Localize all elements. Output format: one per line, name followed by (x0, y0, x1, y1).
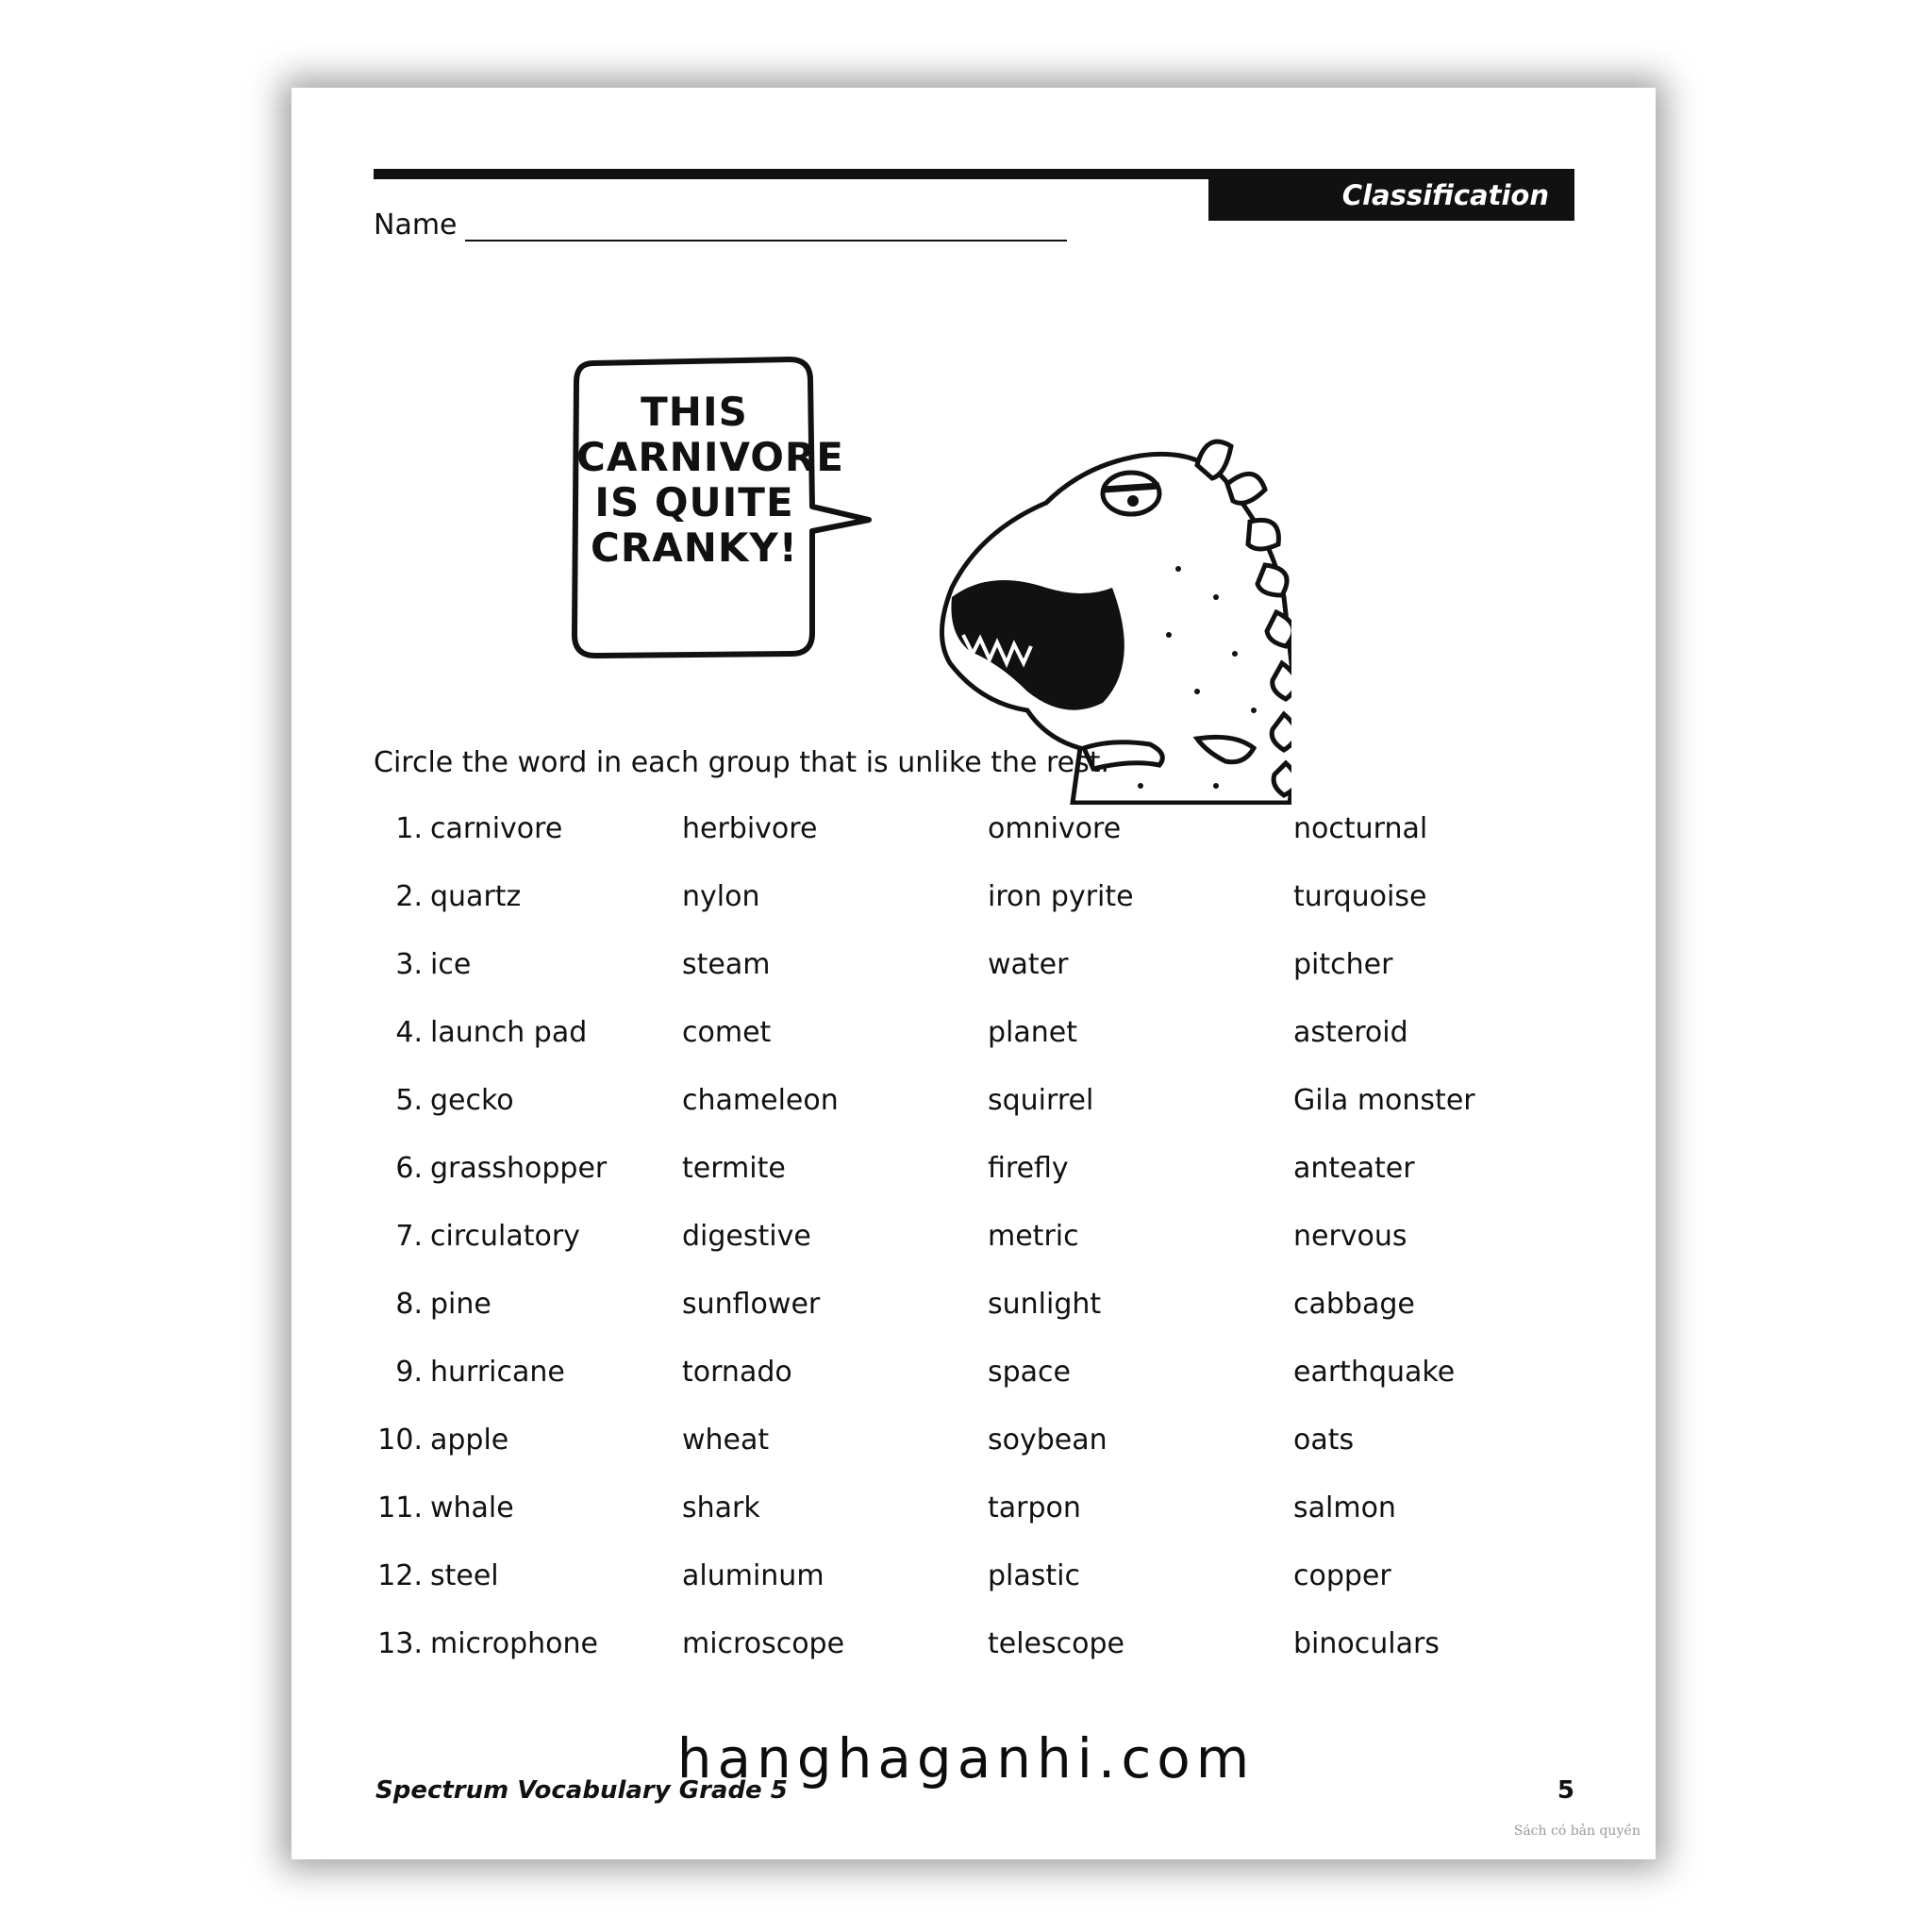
word-option[interactable]: pitcher (1293, 948, 1393, 981)
item-number: 5. (395, 1084, 423, 1117)
speech-bubble-text (576, 389, 844, 571)
word-option[interactable]: steel (430, 1559, 499, 1592)
word-option[interactable]: steam (682, 948, 771, 981)
word-option[interactable]: whale (430, 1491, 514, 1524)
word-option[interactable]: metric (988, 1220, 1079, 1253)
item-number: 10. (377, 1424, 423, 1457)
word-option[interactable]: ice (430, 948, 472, 981)
word-option[interactable]: sunflower (682, 1288, 821, 1321)
word-option[interactable]: space (988, 1356, 1072, 1389)
word-option[interactable]: Gila monster (1293, 1084, 1475, 1117)
bubble-line: CARNIVORE (576, 434, 844, 480)
bubble-line: CRANKY! (591, 525, 798, 571)
item-number: 2. (395, 880, 423, 913)
word-option[interactable]: omnivore (988, 812, 1122, 845)
worksheet-page (291, 88, 1656, 1859)
item-number: 3. (395, 948, 423, 981)
word-option[interactable]: hurricane (430, 1356, 565, 1389)
item-number: 7. (395, 1220, 423, 1253)
word-option[interactable]: binoculars (1293, 1627, 1440, 1660)
word-option[interactable]: earthquake (1293, 1356, 1456, 1389)
word-option[interactable]: nervous (1293, 1220, 1407, 1253)
word-option[interactable]: aluminum (682, 1559, 824, 1592)
word-option[interactable]: comet (682, 1016, 772, 1049)
word-option[interactable]: iron pyrite (988, 880, 1134, 913)
word-option[interactable]: salmon (1293, 1491, 1396, 1524)
word-option[interactable]: carnivore (430, 812, 563, 845)
name-label: Name (374, 208, 458, 242)
name-field (374, 208, 1067, 242)
word-option[interactable]: launch pad (430, 1016, 588, 1049)
item-number: 11. (377, 1491, 423, 1524)
item-number: 9. (395, 1356, 423, 1389)
page-number: 5 (1557, 1776, 1574, 1805)
word-option[interactable]: nocturnal (1293, 812, 1428, 845)
instructions: Circle the word in each group that is unlike the rest. (374, 746, 1110, 779)
word-option[interactable]: wheat (682, 1424, 770, 1457)
word-option[interactable]: soybean (988, 1424, 1108, 1457)
word-option[interactable]: telescope (988, 1627, 1124, 1660)
word-option[interactable]: digestive (682, 1220, 811, 1253)
word-option[interactable]: shark (682, 1491, 760, 1524)
name-blank-line (465, 211, 1067, 242)
word-option[interactable]: cabbage (1293, 1288, 1415, 1321)
word-option[interactable]: turquoise (1293, 880, 1427, 913)
word-option[interactable]: anteater (1293, 1152, 1415, 1185)
word-option[interactable]: asteroid (1293, 1016, 1408, 1049)
word-option[interactable]: nylon (682, 880, 760, 913)
word-option[interactable]: planet (988, 1016, 1077, 1049)
word-option[interactable]: oats (1293, 1424, 1355, 1457)
word-option[interactable]: termite (682, 1152, 786, 1185)
word-option[interactable]: microphone (430, 1627, 598, 1660)
word-option[interactable]: water (988, 948, 1069, 981)
word-option[interactable]: chameleon (682, 1084, 839, 1117)
word-option[interactable]: gecko (430, 1084, 514, 1117)
section-tab (1208, 169, 1574, 221)
word-option[interactable]: microscope (682, 1627, 845, 1660)
word-option[interactable]: tornado (682, 1356, 792, 1389)
bubble-line: THIS (641, 389, 748, 435)
cartoon-illustration (556, 352, 1291, 805)
word-option[interactable]: tarpon (988, 1491, 1081, 1524)
word-option[interactable]: grasshopper (430, 1152, 608, 1185)
item-number: 12. (377, 1559, 423, 1592)
bubble-line: IS QUITE (594, 479, 794, 525)
word-option[interactable]: quartz (430, 880, 522, 913)
header-rule (374, 169, 1209, 179)
item-number: 13. (377, 1627, 423, 1660)
item-number: 1. (395, 812, 423, 845)
word-option[interactable]: apple (430, 1424, 509, 1457)
word-option[interactable]: squirrel (988, 1084, 1094, 1117)
word-option[interactable]: herbivore (682, 812, 818, 845)
word-option[interactable]: plastic (988, 1559, 1080, 1592)
word-option[interactable]: copper (1293, 1559, 1391, 1592)
item-number: 8. (395, 1288, 423, 1321)
item-number: 6. (395, 1152, 423, 1185)
watermark-text: hanghaganhi.com (676, 1726, 1256, 1790)
word-option[interactable]: circulatory (430, 1220, 580, 1253)
word-option[interactable]: pine (430, 1288, 491, 1321)
copyright-note: Sách có bản quyền (1513, 1824, 1641, 1839)
word-option[interactable]: sunlight (988, 1288, 1102, 1321)
footer-book-title: Spectrum Vocabulary Grade 5 (375, 1776, 788, 1805)
item-number: 4. (395, 1016, 423, 1049)
section-label: Classification (1341, 179, 1549, 211)
word-option[interactable]: firefly (988, 1152, 1069, 1185)
